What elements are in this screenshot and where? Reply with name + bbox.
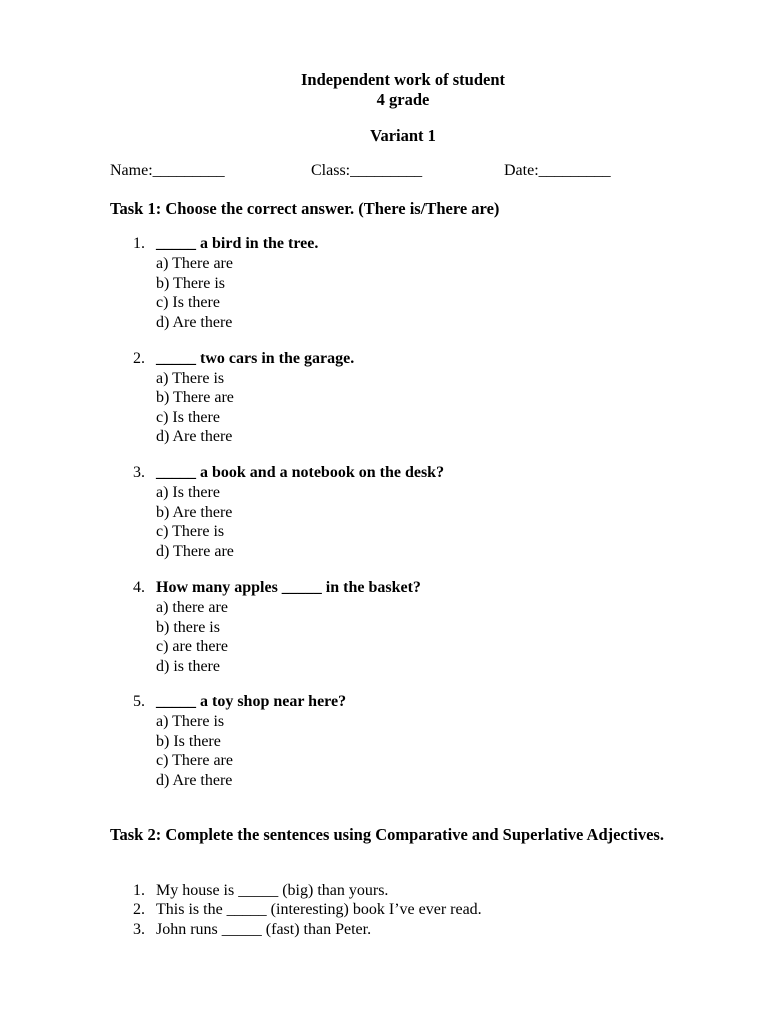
answer-option: c) are there: [156, 638, 228, 655]
answer-option: d) There are: [156, 543, 234, 560]
answer-option: d) Are there: [156, 314, 233, 331]
question-text: How many apples _____ in the basket?: [156, 579, 421, 596]
answer-option: d) Are there: [156, 772, 233, 789]
sentence-number: 1.: [133, 882, 145, 899]
question-text: _____ a book and a notebook on the desk?: [156, 464, 445, 481]
answer-option: a) there are: [156, 599, 228, 616]
question-text: _____ a toy shop near here?: [156, 693, 347, 710]
answer-option: b) There is: [156, 275, 226, 292]
date-field: Date:_________: [504, 162, 611, 179]
answer-option: b) Is there: [156, 733, 221, 750]
question-number: 4.: [133, 579, 145, 596]
answer-option: a) There is: [156, 713, 225, 730]
grade-label: 4 grade: [376, 90, 430, 109]
sentence-number: 2.: [133, 901, 145, 918]
answer-option: b) There are: [156, 389, 234, 406]
question-text: _____ a bird in the tree.: [156, 235, 319, 252]
question-number: 1.: [133, 235, 145, 252]
answer-option: d) Are there: [156, 428, 233, 445]
answer-option: b) there is: [156, 619, 220, 636]
answer-option: d) is there: [156, 658, 220, 675]
question-number: 5.: [133, 693, 145, 710]
sentence-number: 3.: [133, 921, 145, 938]
name-field: Name:_________: [110, 162, 225, 179]
answer-option: b) Are there: [156, 504, 233, 521]
task2-heading: Task 2: Complete the sentences using Comparative and Superlative Adjectives.: [110, 825, 664, 844]
answer-option: c) There are: [156, 752, 233, 769]
answer-option: c) Is there: [156, 294, 220, 311]
sentence-text: John runs _____ (fast) than Peter.: [156, 921, 372, 938]
question-number: 3.: [133, 464, 145, 481]
question-number: 2.: [133, 350, 145, 367]
answer-option: a) Is there: [156, 484, 220, 501]
task1-heading: Task 1: Choose the correct answer. (There is/There are): [110, 199, 500, 218]
variant-label: Variant 1: [370, 126, 436, 145]
sentence-text: This is the _____ (interesting) book I’ve ever read.: [156, 901, 482, 918]
answer-option: c) Is there: [156, 409, 220, 426]
answer-option: a) There are: [156, 255, 233, 272]
question-text: _____ two cars in the garage.: [156, 350, 355, 367]
sentence-text: My house is _____ (big) than yours.: [156, 882, 389, 899]
answer-option: a) There is: [156, 370, 225, 387]
worksheet-title: Independent work of student: [301, 70, 505, 89]
answer-option: c) There is: [156, 523, 225, 540]
class-field: Class:_________: [311, 162, 423, 179]
